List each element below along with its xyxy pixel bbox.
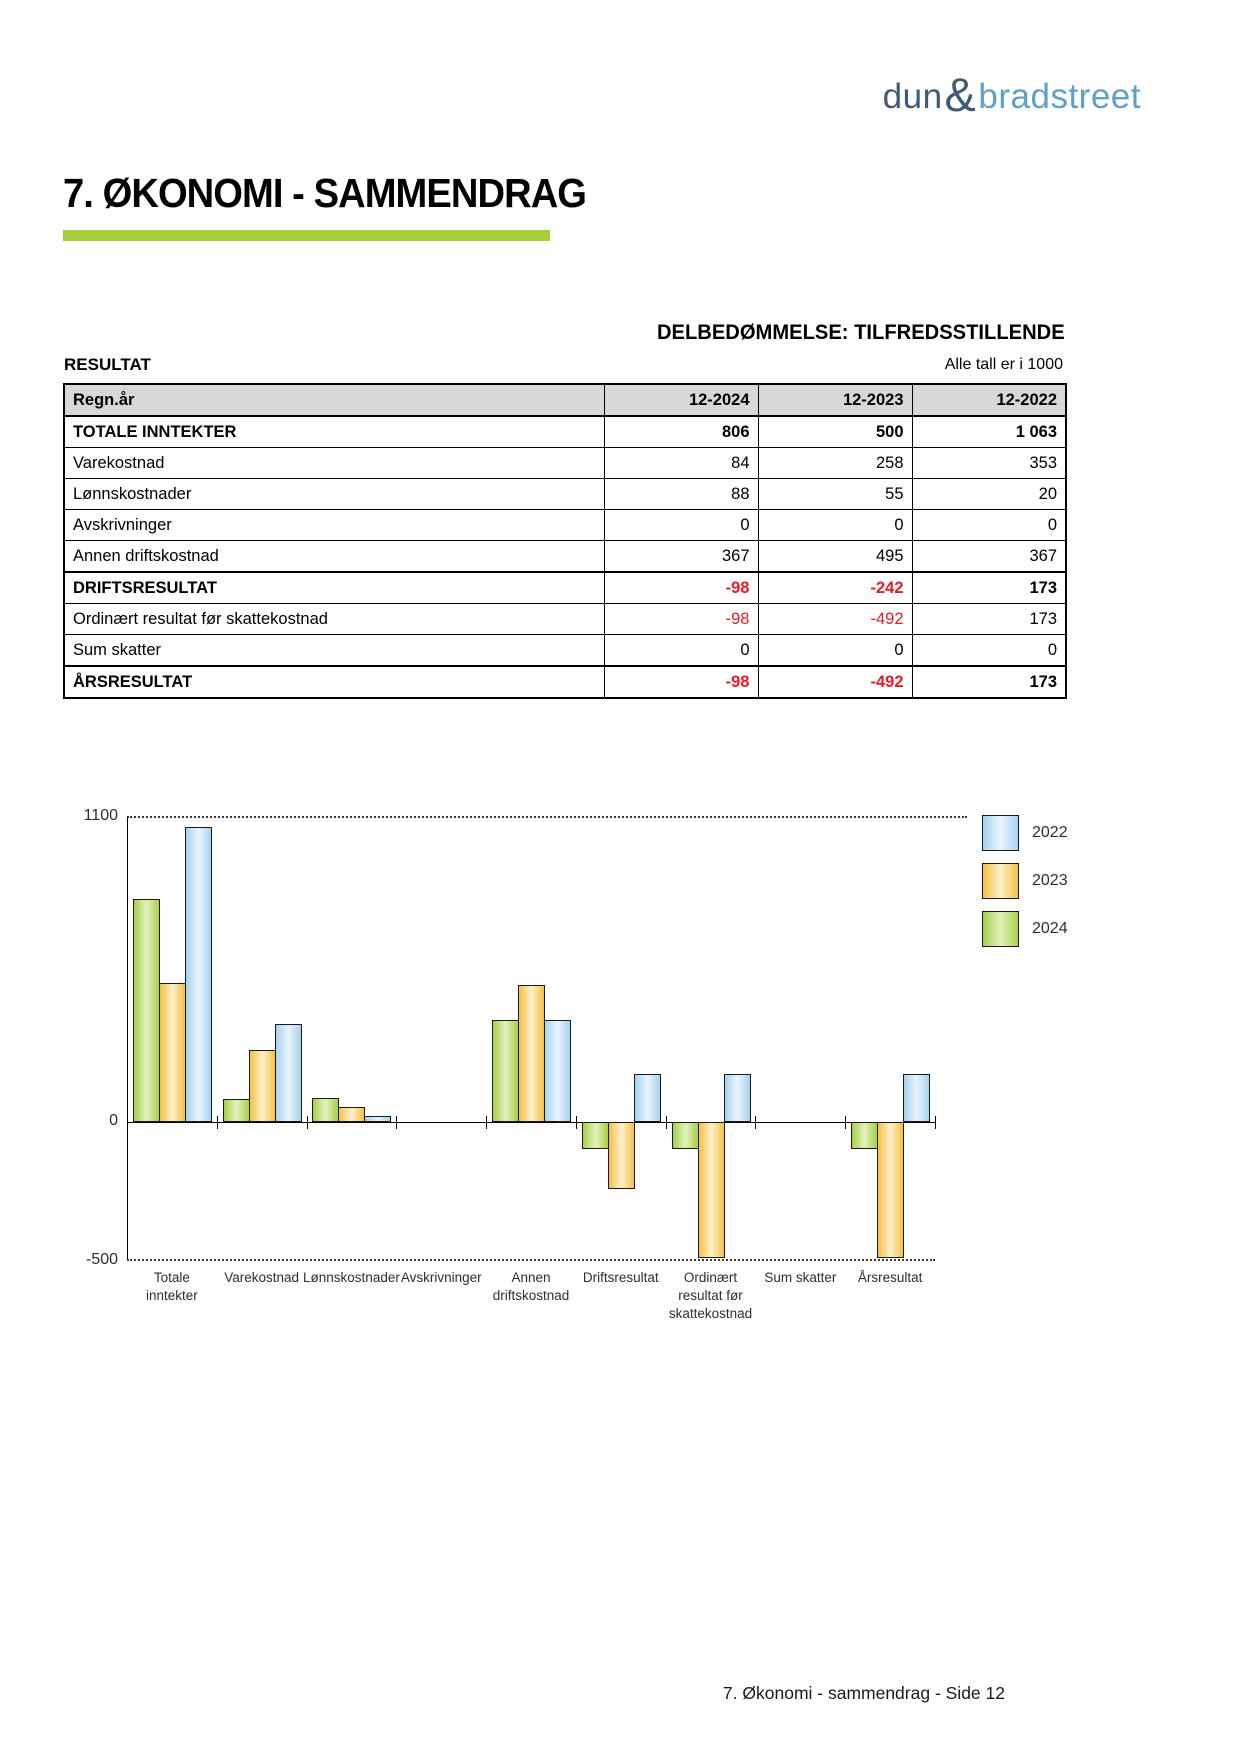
table-header-row — [64, 384, 1066, 416]
table-row — [64, 541, 1066, 573]
dnb-logo — [882, 68, 1141, 121]
x-category-label-line: Ordinært — [683, 1270, 738, 1285]
row-label: Lønnskostnader — [64, 479, 604, 510]
bar-2022 — [724, 1074, 751, 1122]
legend-swatch-2023 — [982, 863, 1019, 899]
bar-2022 — [275, 1024, 302, 1122]
cell-value: 367 — [912, 541, 1066, 573]
bar-2022 — [903, 1074, 930, 1122]
cell-value: 806 — [604, 416, 758, 448]
bar-2023 — [159, 983, 186, 1122]
row-label: Ordinært resultat før skattekostnad — [64, 604, 604, 635]
cell-value: 173 — [912, 666, 1066, 698]
column-header: 12-2022 — [912, 384, 1066, 416]
bar-2024 — [133, 899, 160, 1122]
cell-value: 173 — [912, 604, 1066, 635]
x-category-label — [828, 1269, 952, 1287]
bar-2023 — [338, 1107, 365, 1122]
logo-ampersand-icon: & — [944, 68, 977, 121]
bar-2024 — [582, 1122, 609, 1149]
cell-value: 20 — [912, 479, 1066, 510]
row-label: ÅRSRESULTAT — [64, 666, 604, 698]
x-category-label-line: Årsresultat — [857, 1270, 923, 1285]
bar-2024 — [223, 1099, 250, 1122]
row-label: Varekostnad — [64, 448, 604, 479]
bar-2023 — [608, 1122, 635, 1189]
x-category-label-line: Lønnskostnader — [303, 1270, 400, 1285]
cell-value: 258 — [758, 448, 912, 479]
result-table-head — [64, 384, 1066, 416]
cell-value: -98 — [604, 604, 758, 635]
table-row — [64, 448, 1066, 479]
table-row — [64, 510, 1066, 541]
x-category-label-line: Varekostnad — [224, 1270, 300, 1285]
result-table-body — [64, 416, 1066, 698]
cell-value: -492 — [758, 666, 912, 698]
legend-label-2023: 2023 — [1032, 872, 1068, 889]
result-table — [63, 383, 1067, 699]
x-axis-tick — [217, 1116, 218, 1129]
gridline-bottom — [127, 1259, 935, 1261]
cell-value: 0 — [604, 635, 758, 667]
cell-value: 0 — [758, 510, 912, 541]
gridline-top — [127, 816, 967, 818]
row-label: TOTALE INNTEKTER — [64, 416, 604, 448]
table-row — [64, 635, 1066, 667]
cell-value: 0 — [758, 635, 912, 667]
x-axis-tick — [486, 1116, 487, 1129]
legend-swatch-2024 — [982, 911, 1019, 947]
table-row — [64, 666, 1066, 698]
cell-value: -242 — [758, 572, 912, 604]
logo-dun-text: dun — [882, 77, 943, 116]
x-category-label-line: skattekostnad — [668, 1306, 753, 1321]
bar-2024 — [312, 1098, 339, 1122]
x-category-label-line: Totale — [153, 1270, 190, 1285]
bar-2024 — [851, 1122, 878, 1149]
cell-value: -98 — [604, 572, 758, 604]
legend-label-2022: 2022 — [1032, 824, 1068, 841]
x-category-label-line: Driftsresultat — [582, 1270, 659, 1285]
cell-value: 55 — [758, 479, 912, 510]
table-row — [64, 604, 1066, 635]
row-label: Avskrivninger — [64, 510, 604, 541]
legend-swatch-2022 — [982, 815, 1019, 851]
cell-value: 0 — [604, 510, 758, 541]
x-category-label-line: Annen — [511, 1270, 551, 1285]
cell-value: 84 — [604, 448, 758, 479]
table-row — [64, 416, 1066, 448]
column-header: 12-2024 — [604, 384, 758, 416]
bar-2022 — [544, 1020, 571, 1122]
cell-value: 0 — [912, 510, 1066, 541]
row-label: DRIFTSRESULTAT — [64, 572, 604, 604]
x-axis-tick — [845, 1116, 846, 1129]
page-footer: 7. Økonomi - sammendrag - Side 12 — [722, 1683, 1005, 1703]
bar-2023 — [698, 1122, 725, 1258]
zero-axis — [127, 1122, 935, 1123]
x-category-label-line: resultat før — [678, 1288, 743, 1303]
y-tick-label: 1100 — [83, 807, 118, 824]
y-tick-label: 0 — [109, 1112, 118, 1129]
x-axis-tick — [755, 1116, 756, 1129]
page-title: 7. ØKONOMI - SAMMENDRAG — [63, 170, 587, 216]
table-row — [64, 572, 1066, 604]
legend-label-2024: 2024 — [1032, 920, 1068, 937]
cell-value: 500 — [758, 416, 912, 448]
bar-2022 — [364, 1116, 391, 1122]
y-tick-label: -500 — [85, 1250, 118, 1268]
cell-value: -98 — [604, 666, 758, 698]
title-divider — [63, 230, 550, 241]
column-header: Regn.år — [64, 384, 604, 416]
x-axis-tick — [935, 1116, 936, 1129]
x-category-label-line: Sum skatter — [764, 1270, 837, 1285]
row-label: Annen driftskostnad — [64, 541, 604, 573]
x-axis-tick — [396, 1116, 397, 1129]
bar-2024 — [672, 1122, 699, 1149]
x-axis-tick — [576, 1116, 577, 1129]
logo-bradstreet-text: bradstreet — [978, 77, 1141, 116]
bar-2023 — [518, 985, 545, 1122]
cell-value: 173 — [912, 572, 1066, 604]
x-axis-tick — [307, 1116, 308, 1129]
column-header: 12-2023 — [758, 384, 912, 416]
section-label: RESULTAT — [64, 355, 151, 374]
bar-2024 — [492, 1020, 519, 1122]
cell-value: 88 — [604, 479, 758, 510]
x-category-label-line: Avskrivninger — [400, 1270, 482, 1285]
chart-y-axis — [127, 817, 128, 1260]
bar-2022 — [185, 827, 212, 1122]
bar-2023 — [249, 1050, 276, 1122]
cell-value: 0 — [912, 635, 1066, 667]
bar-2022 — [634, 1074, 661, 1122]
x-category-label-line: driftskostnad — [492, 1288, 570, 1303]
row-label: Sum skatter — [64, 635, 604, 667]
cell-value: -492 — [758, 604, 912, 635]
assessment-heading: DELBEDØMMELSE: TILFREDSSTILLENDE — [657, 321, 1065, 344]
table-row — [64, 479, 1066, 510]
x-category-label-line: inntekter — [145, 1288, 198, 1303]
cell-value: 353 — [912, 448, 1066, 479]
cell-value: 1 063 — [912, 416, 1066, 448]
cell-value: 367 — [604, 541, 758, 573]
x-axis-tick — [666, 1116, 667, 1129]
cell-value: 495 — [758, 541, 912, 573]
units-note: Alle tall er i 1000 — [944, 356, 1063, 373]
bar-2023 — [877, 1122, 904, 1258]
